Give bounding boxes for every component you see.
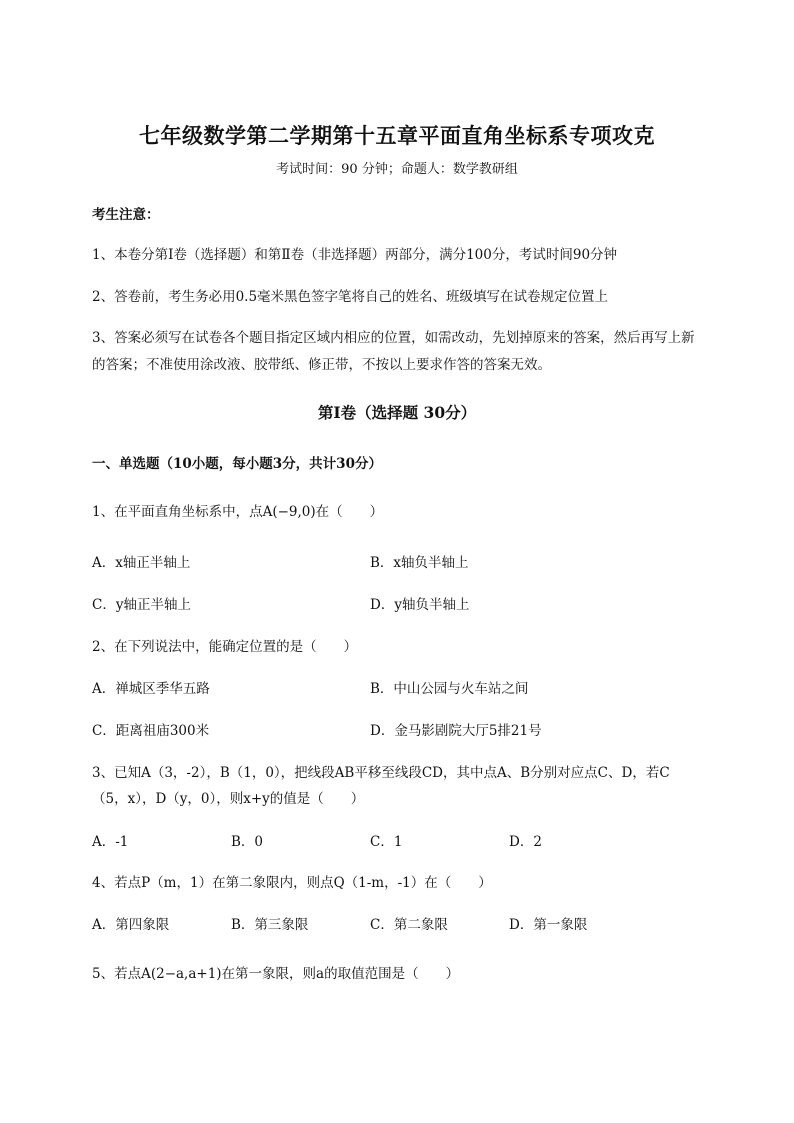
- notice-item: 2、答卷前，考生务必用0.5毫米黑色签字笔将自己的姓名、班级填写在试卷规定位置上: [92, 289, 609, 305]
- question-1-option-c[interactable]: C．y轴正半轴上: [92, 597, 191, 613]
- question-2-option-d[interactable]: D．金马影剧院大厅5排21号: [370, 723, 542, 739]
- part-heading: 一、单选题（10小题，每小题3分，共计30分）: [92, 456, 382, 472]
- question-3-option-c[interactable]: C．1: [370, 834, 403, 850]
- notice-item: 1、本卷分第I卷（选择题）和第Ⅱ卷（非选择题）两部分，满分100分，考试时间90分钟: [92, 247, 618, 263]
- question-4-option-a[interactable]: A．第四象限: [92, 917, 170, 933]
- question-3-option-b[interactable]: B．0: [231, 834, 264, 850]
- exam-info: 考试时间：90 分钟；命题人：数学教研组: [276, 162, 518, 177]
- question-3-option-a[interactable]: A．-1: [92, 834, 129, 850]
- notice-item: 的答案；不准使用涂改液、胶带纸、修正带，不按以上要求作答的答案无效。: [92, 357, 551, 373]
- question-3-stem: 3、已知A（3，-2），B（1，0），把线段AB平移至线段CD，其中点A、B分别对应点C、D，若C: [92, 765, 670, 781]
- notice-heading: 考生注意：: [92, 207, 160, 223]
- question-2-option-c[interactable]: C．距离祖庙300米: [92, 723, 210, 739]
- question-5-stem: 5、若点A(2−a,a+1)在第一象限，则a的取值范围是（ ）: [92, 966, 460, 982]
- question-4-stem: 4、若点P（m，1）在第二象限内，则点Q（1-m，-1）在（ ）: [92, 875, 492, 891]
- question-1-option-d[interactable]: D．y轴负半轴上: [370, 597, 470, 613]
- section-title: 第I卷（选择题 30分）: [317, 403, 477, 422]
- question-3-stem-cont: （5，x），D（y，0），则x+y的值是（ ）: [92, 791, 365, 807]
- question-1-option-a[interactable]: A．x轴正半轴上: [92, 555, 191, 571]
- question-2-stem: 2、在下列说法中，能确定位置的是（ ）: [92, 639, 358, 655]
- notice-item: 3、答案必须写在试卷各个题目指定区域内相应的位置，如需改动，先划掉原来的答案，然后再写上新: [92, 330, 695, 346]
- question-4-option-c[interactable]: C．第二象限: [370, 917, 448, 933]
- question-1-stem: 1、在平面直角坐标系中，点A(−9,0)在（ ）: [92, 504, 384, 520]
- question-4-option-b[interactable]: B．第三象限: [231, 917, 309, 933]
- question-4-option-d[interactable]: D．第一象限: [509, 917, 588, 933]
- page-title: 七年级数学第二学期第十五章平面直角坐标系专项攻克: [139, 123, 655, 148]
- question-3-option-d[interactable]: D．2: [509, 834, 542, 850]
- question-1-option-b[interactable]: B．x轴负半轴上: [370, 555, 469, 571]
- question-2-option-b[interactable]: B．中山公园与火车站之间: [370, 681, 529, 697]
- question-2-option-a[interactable]: A．禅城区季华五路: [92, 681, 210, 697]
